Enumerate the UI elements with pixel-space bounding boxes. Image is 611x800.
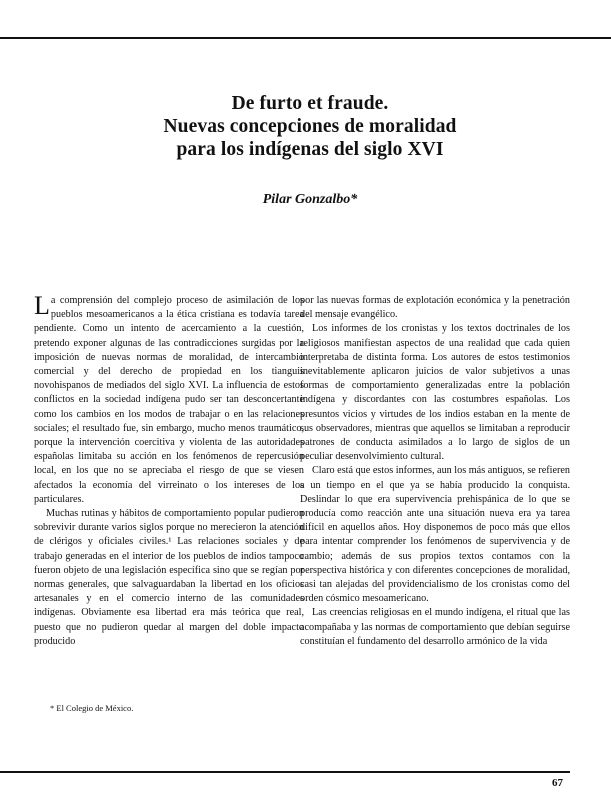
paragraph: por las nuevas formas de explotación económica y la penetración del mensaje evangélico. [300, 295, 570, 321]
right-column [300, 294, 570, 649]
title-line-3: para los indígenas del siglo XVI [176, 139, 444, 160]
left-column [34, 291, 304, 649]
top-rule [0, 37, 611, 39]
footnote: * El Colegio de México. [50, 703, 134, 713]
title-line-2: Nuevas concepciones de moralidad [163, 116, 457, 137]
article-title [60, 92, 560, 161]
paragraph: Los informes de los cronistas y los textos doctrinales de los religiosos manifiestan aspectos de una realidad que cada quien interpretaba de distinta forma. Los autores de estos testimonios inevitablemente aplicaron juicios de valor subjetivos a unas formas de comportamiento generalizadas entre la población indígena y discordantes con las costumbres españolas. Los presuntos vicios y virtudes de los indios estaban en la mente de sus observadores, mientras que aquellos se limitaban a reproducir patrones de conducta asimilados a lo largo de siglos de un peculiar desenvolvimiento cultural. [300, 323, 570, 463]
author-name: Pilar Gonzalbo* [262, 192, 358, 207]
paragraph [34, 291, 304, 507]
bottom-rule [0, 771, 570, 773]
title-line-1: De furto et fraude. [231, 93, 389, 114]
page-number: 67 [552, 777, 563, 789]
drop-cap: L [34, 291, 50, 320]
paragraph: Las creencias religiosas en el mundo indígena, el ritual que las acompañaba y las normas de comportamiento que debían seguirse constituían el fundamento del desarrollo armónico de la vida [300, 607, 570, 647]
paragraph: Claro está que estos informes, aun los más antiguos, se refieren a un tiempo en el que ya se había producido la conquista. Deslindar lo que era supervivencia prehispánica de lo que se producía como reacción ante una situación nueva era ya tarea difícil en aquellos años. Hoy disponemos de poco más que ellos para intentar comprender los fenómenos de supervivencia y de cambio; además de sus propios textos contamos con la perspectiva histórica y con diferentes concepciones de moralidad, casi tan alejadas del providencialismo de los cronistas como del orden cósmico mesoamericano. [300, 465, 571, 605]
paragraph-text: a comprensión del complejo proceso de asimilación de los pueblos mesoamericanos a la ética cristiana es todavía tarea pendiente. Como un intento de acercamiento a la cuestión, pretendo exponer algunas de las contradicciones surgidas por la imposición de nuevas normas de moralidad, de intercambio comercial y del derecho de propiedad en los tianguis novohispanos de mediados del siglo XVI. La influencia de estos conflictos en la sociedad indígena pudo ser tan desconcertante como los cambios en los modos de trabajar o en las relaciones sociales; el resultado fue, sin embargo, mucho menos traumático, porque la intervención coercitiva y violenta de las autoridades españolas limitaba su acción en los fenómenos de repercusión local, en los que no se apreciaba el riesgo de que se viesen afectados la economía del virreinato o los intereses de los particulares. [34, 295, 304, 505]
paragraph: Muchas rutinas y hábitos de comportamiento popular pudieron sobrevivir durante varios siglos porque no merecieron la atención de clérigos y oficiales civiles.¹ Las relaciones sociales y de trabajo generadas en el interior de los pueblos de indios tampoco fueron objeto de una legislación específica sino que se regían por normas generales, que salvaguardaban la libertad en los oficios artesanales y en el comercio interno de las comunidades indígenas. Obviamente esa libertad era más teórica que real, puesto que no pudieron quedar al margen del doble impacto producido [34, 508, 304, 647]
